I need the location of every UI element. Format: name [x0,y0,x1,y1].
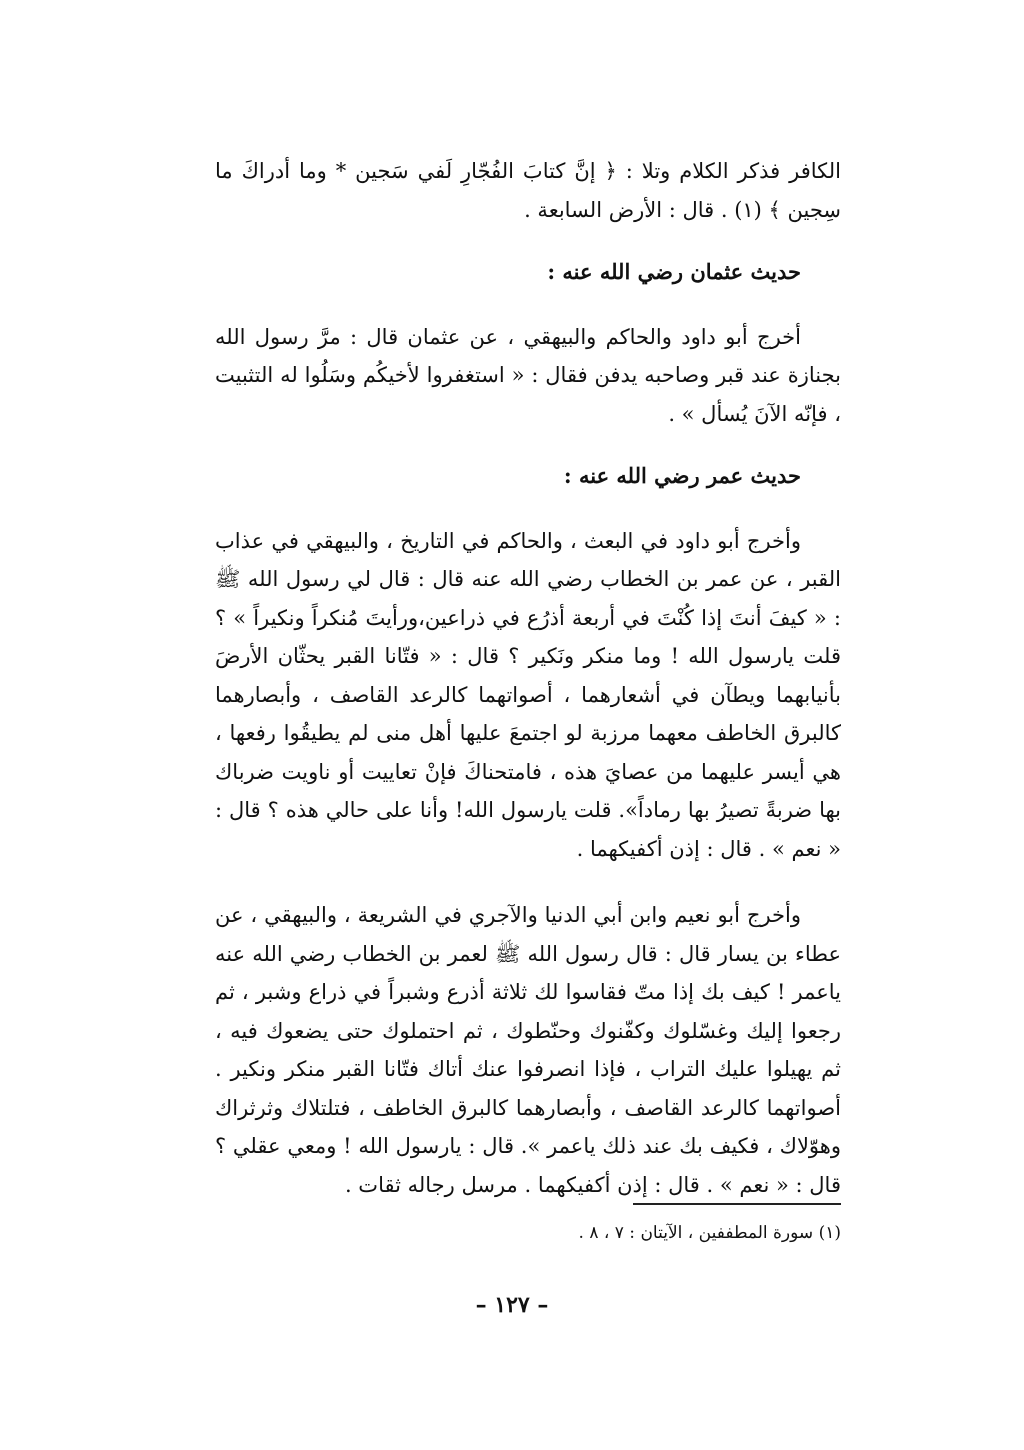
spacer [215,229,841,253]
paragraph-umar-hadith: وأخرج أبو داود في البعث ، والحاكم في التاريخ ، والبيهقي في عذاب القبر ، عن عمر بن الخطاب رضي الله عنه قال : قال لي رسول الله ﷺ : « كيفَ أنتَ إذا كُنْتَ في أربعة أذرُع في ذراعين،ورأيتَ مُنكراً ونكيراً » ؟ قلت يارسول الله ! وما منكر ونَكير ؟ قال : « فتّانا القبر يحثّان الأرضَ بأنيابهما ويطآن في أشعارهما ، أصواتهما كالرعد القاصف ، وأبصارهما كالبرق الخاطف معهما مرزبة لو اجتمعَ عليها أهل منى لم يطيقُوا رفعها ، هي أيسر عليهما من عصايَ هذه ، فامتحناكَ فإنْ تعاييت أو ناويت ضرباك بها ضربةً تصيرُ بها رماداً». قلت يارسول الله! وأنا على حالي هذه ؟ قال : « نعم » . قال : إذن أكفيكهما . [215,528,841,861]
paragraph-ata-hadith: وأخرج أبو نعيم وابن أبي الدنيا والآجري في الشريعة ، والبيهقي ، عن عطاء بن يسار قال : قال رسول الله ﷺ لعمر بن الخطاب رضي الله عنه ياعمر ! كيف بك إذا متّ فقاسوا لك ثلاثة أذرع وشبراً في ذراع وشبر ، ثم رجعوا إليك وغسّلوك وكفّنوك وحنّطوك ، ثم احتملوك حتى يضعوك فيه ، ثم يهيلوا عليك التراب ، فإذا انصرفوا عنك أتاك فتّانا القبر منكر ونكير . أصواتهما كالرعد القاصف ، وأبصارهما كالبرق الخاطف ، فتلتلاك وثرثراك وهوّلاك ، فكيف بك عند ذلك ياعمر ». قال : يارسول الله ! ومعي عقلي ؟ قال : « نعم » . قال : إذن أكفيكهما . مرسل رجاله ثقات . [215,903,841,1197]
page-number: – ١٢٧ – [475,1292,549,1318]
footnote-divider [633,1203,841,1205]
spacer [215,292,841,318]
spacer [215,868,841,896]
main-text-column [215,152,841,1204]
paragraph-continuation: الكافر فذكر الكلام وتلا : ﴿ إنَّ كتابَ الفُجّارِ لَفي سَجين * وما أدراكَ ما سِجين ﴾ (١) . قال : الأرض السابعة . [215,159,841,222]
spacer [215,433,841,457]
section-heading-uthman: حديث عثمان رضي الله عنه : [547,259,801,284]
paragraph-uthman-hadith: أخرج أبو داود والحاكم والبيهقي ، عن عثمان قال : مرَّ رسول الله بجنازة عند قبر وصاحبه يدفن فقال : « استغفروا لأخيكُم وسَلُوا له التثبيت ، فإنّه الآنَ يُسأل » . [215,324,841,426]
spacer [215,496,841,522]
footnote: (١) سورة المطففين ، الآيتان : ٧ ، ٨ . [578,1223,841,1243]
section-heading-umar: حديث عمر رضي الله عنه : [563,463,801,488]
